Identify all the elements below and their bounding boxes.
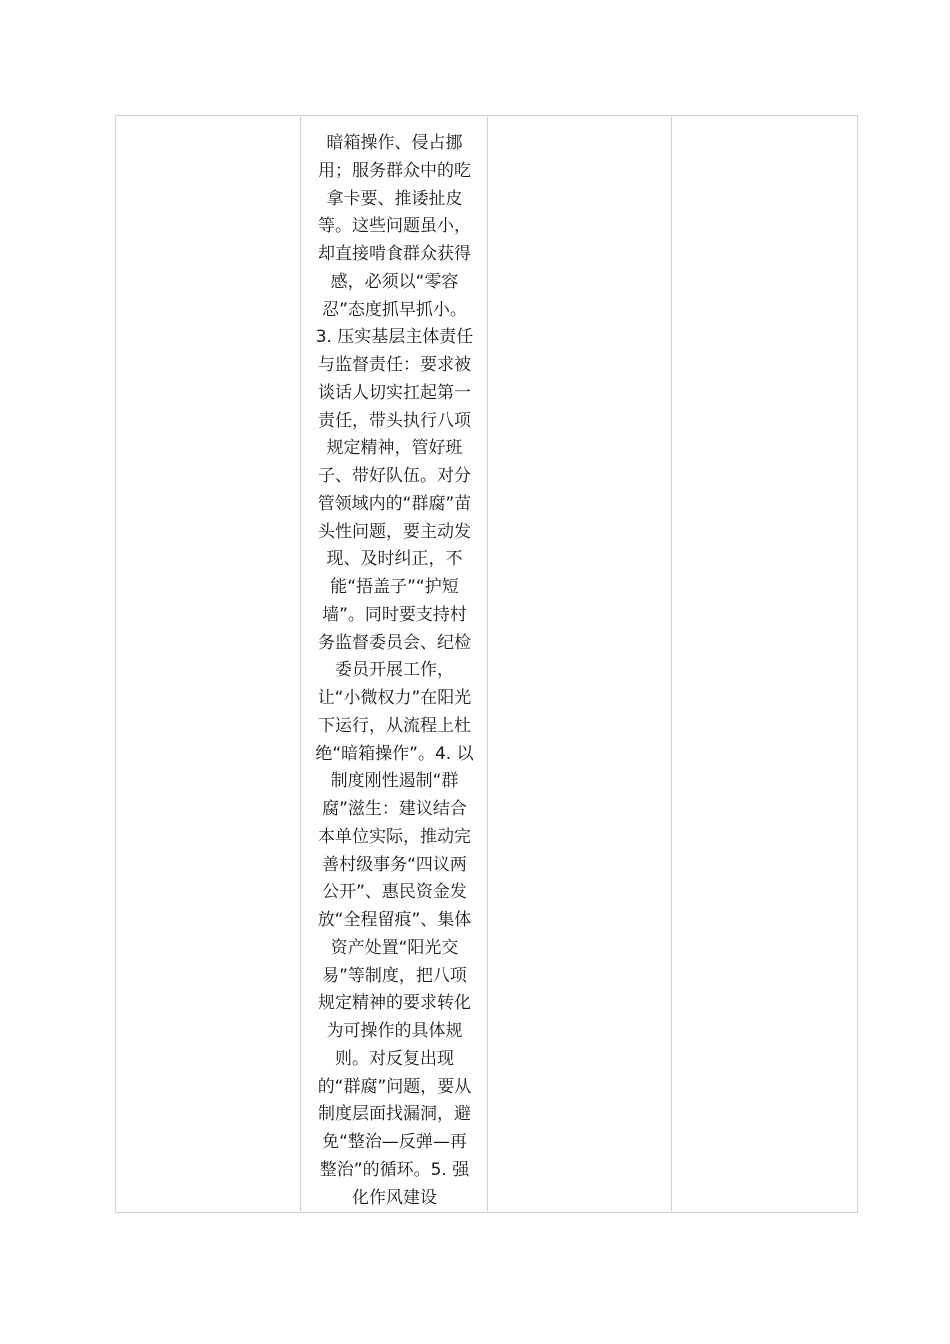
cell-2-text: 暗箱操作、侵占挪用；服务群众中的吃拿卡要、推诿扯皮等。这些问题虽小，却直接啃食群众获得感，必须以“零容忍”态度抓早抓小。3. 压实基层主体责任与监督责任：要求被谈话人切实扛起第一责任，带头执行八项规定精神，管好班子、带好队伍。对分管领域内的“群腐”苗头性问题，要主动发现、及时纠正，不能“捂盖子”“护短墙”。同时要支持村务监督委员会、纪检委员开展工作，让“小微权力”在阳光下运行，从流程上杜绝“暗箱操作”。4. 以制度刚性遏制“群腐”滋生：建议结合本单位实际，推动完善村级事务“四议两公开”、惠民资金发放“全程留痕”、集体资产处置“阳光交易”等制度，把八项规定精神的要求转化为可操作的具体规则。对反复出现的“群腐”问题，要从制度层面找漏洞，避免“整治—反弹—再整治”的循环。5. 强化作风建设 [315,133,474,1208]
table-cell-3 [488,116,672,1213]
table-row [116,116,858,1213]
table-cell-1 [116,116,301,1213]
document-table [115,115,858,1213]
table-cell-2 [301,116,488,1213]
table-cell-4 [672,116,858,1213]
